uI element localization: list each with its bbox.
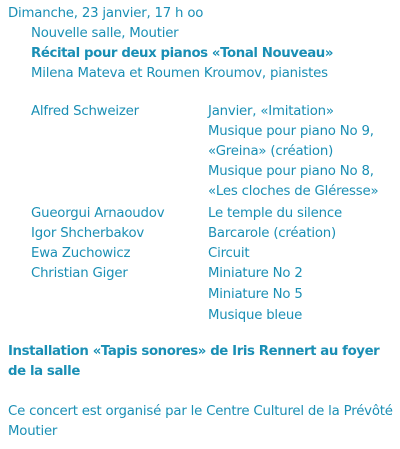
event-title: Récital pour deux pianos «Tonal Nouveau» — [31, 46, 334, 61]
program-piece: Miniature No 2 — [208, 266, 303, 281]
program-row — [31, 306, 400, 326]
program-piece: Janvier, «Imitation» — [208, 104, 334, 119]
program-piece: Miniature No 5 — [208, 287, 303, 302]
program-row — [31, 204, 400, 224]
program-composer: Christian Giger — [31, 266, 128, 281]
program-composer: Alfred Schweizer — [31, 104, 139, 119]
event-venue: Nouvelle salle, Moutier — [31, 26, 179, 41]
program-row — [31, 224, 400, 244]
installation-line-1: Installation «Tapis sonores» de Iris Rennert au foyer — [8, 344, 380, 359]
organizer-line-2: Moutier — [8, 424, 58, 439]
program-composer: Ewa Zuchowicz — [31, 246, 131, 261]
program-piece: Circuit — [208, 246, 250, 261]
installation-line-2: de la salle — [8, 364, 80, 379]
program-piece: Musique bleue — [208, 308, 303, 323]
program-row — [31, 142, 400, 162]
event-performers: Milena Mateva et Roumen Kroumov, pianistes — [31, 66, 328, 81]
program-row — [31, 264, 400, 284]
program-row — [31, 102, 400, 122]
event-date: Dimanche, 23 janvier, 17 h oo — [8, 6, 204, 21]
organizer-line-1: Ce concert est organisé par le Centre Culturel de la Prévôté — [8, 404, 393, 419]
program-row — [31, 244, 400, 264]
program-piece: Le temple du silence — [208, 206, 342, 221]
program-composer: Igor Shcherbakov — [31, 226, 145, 241]
program-row — [31, 122, 400, 142]
program-piece: «Les cloches de Gléresse» — [208, 184, 379, 199]
program-piece: Musique pour piano No 9, — [208, 124, 374, 139]
program-row — [31, 182, 400, 202]
program-piece: Musique pour piano No 8, — [208, 164, 374, 179]
program-row — [31, 162, 400, 182]
program-piece: Barcarole (création) — [208, 226, 336, 241]
program-piece: «Greina» (création) — [208, 144, 334, 159]
program-row — [31, 285, 400, 305]
program-composer: Gueorgui Arnaoudov — [31, 206, 165, 221]
